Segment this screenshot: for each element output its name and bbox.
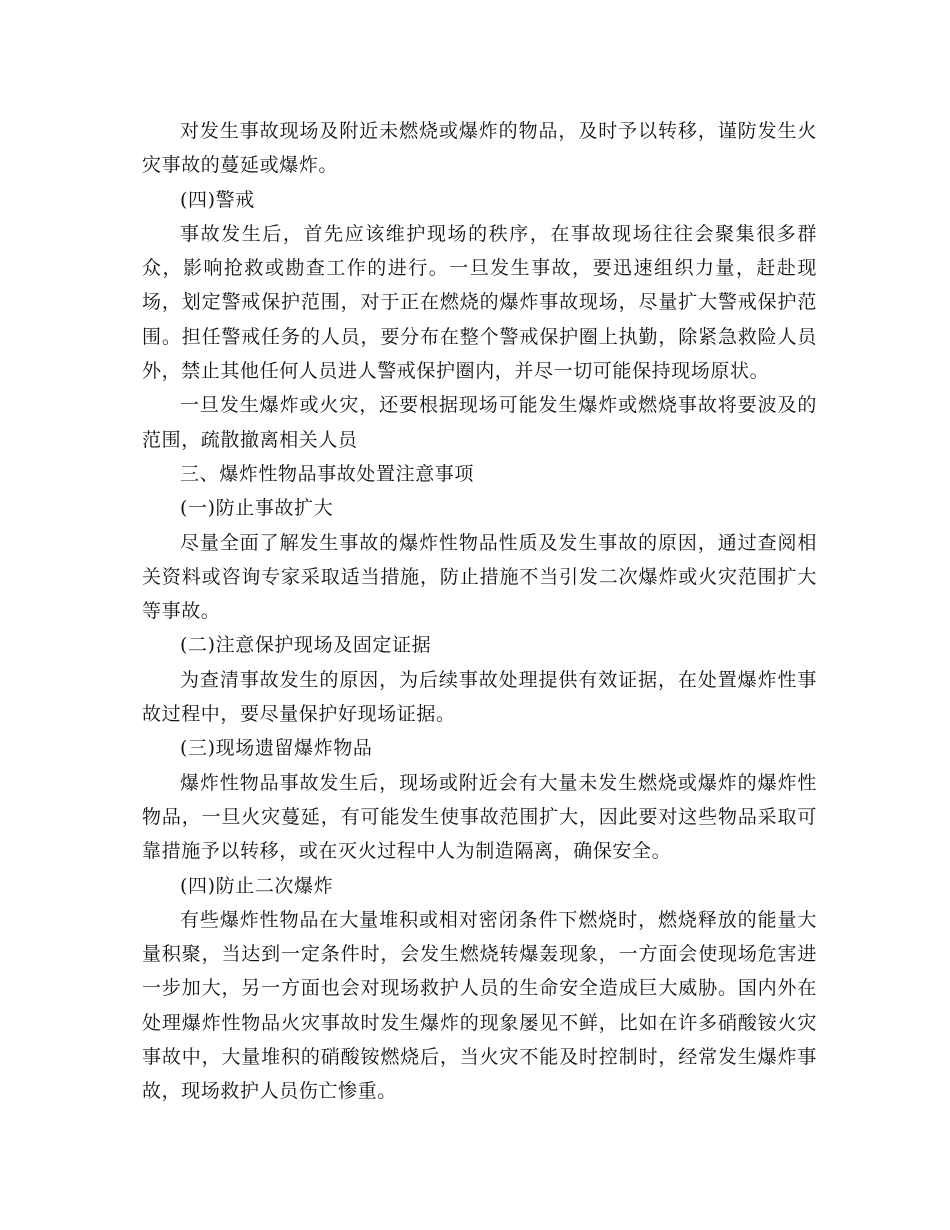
heading-cordon: (四)警戒 <box>180 188 255 211</box>
heading-residual-explosives: (三)现场遗留爆炸物品 <box>180 737 373 760</box>
paragraph-protect-scene: 为查清事故发生的原因，为后续事故处理提供有效证据，在处置爆炸性事故过程中，要尽量保护好现场证据。 <box>142 668 817 726</box>
paragraph-prevent-expansion: 尽量全面了解发生事故的爆炸性物品性质及发生事故的原因，通过查阅相关资料或咨询专家采取适当措施，防止措施不当引发二次爆炸或火灾范围扩大等事故。 <box>142 531 817 623</box>
document-body <box>142 114 817 1109</box>
paragraph-prevent-secondary-explosion: 有些爆炸性物品在大量堆积或相对密闭条件下燃烧时，燃烧释放的能量大量积聚，当达到一定条件时，会发生燃烧转爆轰现象，一方面会使现场危害进一步加大，另一方面也会对现场救护人员的生命安全造成巨大威胁。国内外在处理爆炸性物品火灾事故时发生爆炸的现象屡见不鲜，比如在许多硝酸铵火灾事故中，大量堆积的硝酸铵燃烧后，当火灾不能及时控制时，经常发生爆炸事故，现场救护人员伤亡惨重。 <box>142 908 817 1103</box>
heading-prevent-secondary-explosion: (四)防止二次爆炸 <box>180 874 334 897</box>
heading-prevent-expansion: (一)防止事故扩大 <box>180 497 334 520</box>
paragraph-residual-explosives: 爆炸性物品事故发生后，现场或附近会有大量未发生燃烧或爆炸的爆炸性物品，一旦火灾蔓延，有可能发生使事故范围扩大，因此要对这些物品采取可靠措施予以转移，或在灭火过程中人为制造隔离，确保安全。 <box>142 771 817 863</box>
paragraph-evacuation: 一旦发生爆炸或火灾，还要根据现场可能发生爆炸或燃烧事故将要波及的范围，疏散撤离相关人员 <box>142 394 817 451</box>
paragraph-transfer-items: 对发生事故现场及附近未燃烧或爆炸的物品，及时予以转移，谨防发生火灾事故的蔓延或爆炸。 <box>142 120 817 177</box>
paragraph-cordon: 事故发生后，首先应该维护现场的秩序，在事故现场往往会聚集很多群众，影响抢救或勘查工作的进行。一旦发生事故，要迅速组织力量，赶赴现场，划定警戒保护范围，对于正在燃烧的爆炸事故现场，尽量扩大警戒保护范围。担任警戒任务的人员，要分布在整个警戒保护圈上执勤，除紧急救险人员外，禁止其他任何人员进人警戒保护圈内，并尽一切可能保持现场原状。 <box>142 222 817 383</box>
section-heading-precautions: 三、爆炸性物品事故处置注意事项 <box>180 462 475 485</box>
heading-protect-scene: (二)注意保护现场及固定证据 <box>180 634 432 657</box>
